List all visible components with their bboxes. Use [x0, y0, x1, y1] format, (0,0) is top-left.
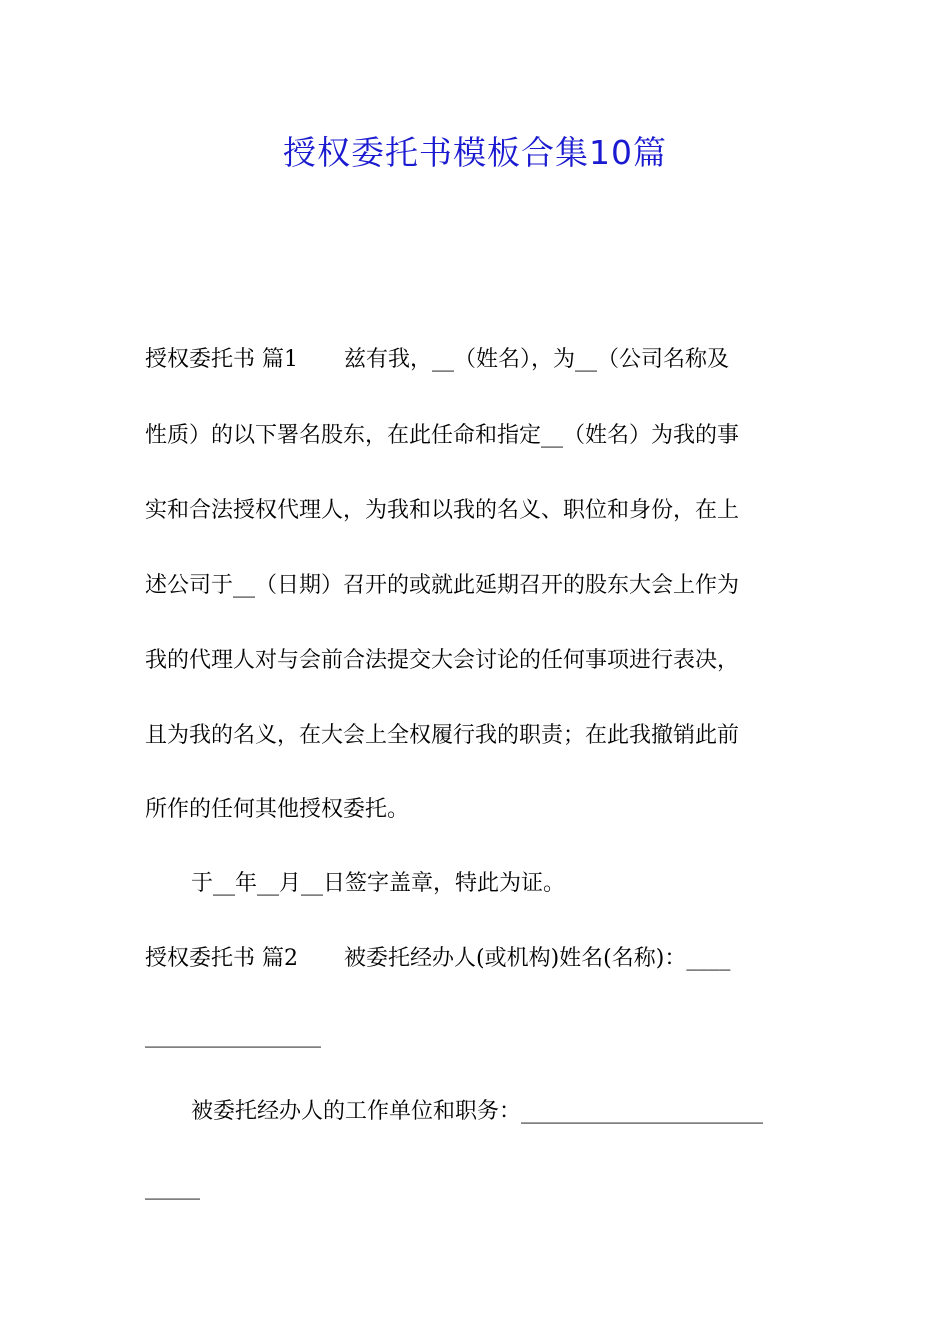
paragraph-text: 兹有我，__（姓名），为__（公司名称及 [344, 347, 730, 372]
signature-line [145, 864, 810, 904]
paragraph-line [145, 939, 810, 979]
blank-fill-line: ________________ [145, 1023, 321, 1048]
paragraph-line: 且为我的名义，在大会上全权履行我的职责；在此我撤销此前 [145, 723, 740, 748]
paragraph-line: 我的代理人对与会前合法提交大会讨论的任何事项进行表决， [145, 648, 740, 673]
paragraph-line: 性质）的以下署名股东，在此任命和指定__（姓名）为我的事 [145, 423, 740, 448]
field-work-unit-line [145, 1092, 810, 1132]
section-label: 授权委托书 篇1 [145, 347, 298, 372]
paragraph-line: 实和合法授权代理人，为我和以我的名义、职位和身份，在上 [145, 498, 740, 523]
paragraph-line: 述公司于__（日期）召开的或就此延期召开的股东大会上作为 [145, 573, 740, 598]
paragraph-text: 被委托经办人的工作单位和职务：______________________ [191, 1099, 764, 1124]
paragraph-text: 于__年__月__日签字盖章，特此为证。 [191, 871, 566, 896]
field-name-label: 被委托经办人(或机构)姓名(名称)：____ [344, 946, 731, 971]
blank-fill-line: _____ [145, 1175, 200, 1200]
page-title: 授权委托书模板合集10篇 [283, 133, 667, 172]
section-label: 授权委托书 篇2 [145, 946, 298, 971]
paragraph-line: 所作的任何其他授权委托。 [145, 797, 410, 822]
paragraph-line [145, 340, 810, 380]
